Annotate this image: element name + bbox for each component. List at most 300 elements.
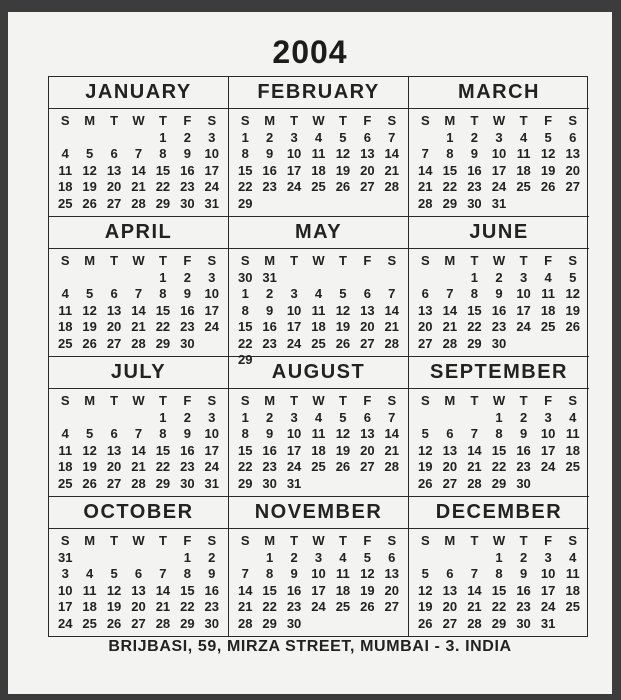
day-number: 20 xyxy=(384,582,400,598)
empty-cell xyxy=(413,550,438,567)
weekday-label: S xyxy=(207,533,217,548)
day-number: 18 xyxy=(57,179,73,194)
month-april xyxy=(49,217,229,357)
day-number: 23 xyxy=(262,335,277,351)
day-number: 26 xyxy=(335,179,351,194)
weekday-label: M xyxy=(444,253,456,268)
day-number: 26 xyxy=(335,459,351,474)
day-number: 29 xyxy=(237,352,253,367)
day-number: 5 xyxy=(569,269,577,285)
weekday-label: W xyxy=(492,393,506,408)
day-number: 28 xyxy=(384,459,400,474)
day-number: 21 xyxy=(467,599,482,614)
weekday-label: S xyxy=(60,393,70,408)
day-number: 9 xyxy=(470,146,479,161)
day-number: 24 xyxy=(204,179,220,194)
day-number: 10 xyxy=(204,146,220,161)
empty-cell xyxy=(438,270,463,287)
day-number: 28 xyxy=(155,615,171,631)
weekday-label: M xyxy=(84,533,96,548)
day-number: 3 xyxy=(495,129,503,145)
day-number: 18 xyxy=(57,459,73,474)
month-july xyxy=(49,357,229,497)
day-number: 2 xyxy=(519,409,528,425)
day-number: 12 xyxy=(82,442,97,458)
day-number: 27 xyxy=(442,475,458,491)
day-number: 29 xyxy=(155,335,171,351)
day-number: 1 xyxy=(241,129,249,145)
day-number: 20 xyxy=(442,459,458,474)
weekday-label: W xyxy=(312,393,325,408)
day-number: 22 xyxy=(491,459,507,474)
empty-cell xyxy=(282,270,306,287)
day-number: 5 xyxy=(86,146,94,161)
day-number: 15 xyxy=(442,162,458,178)
weekday-label: W xyxy=(492,533,506,548)
day-number: 21 xyxy=(237,599,253,614)
day-number: 14 xyxy=(131,162,146,178)
day-number: 4 xyxy=(86,566,94,581)
day-number: 28 xyxy=(384,179,400,194)
day-number: 25 xyxy=(540,319,556,334)
day-number: 11 xyxy=(565,566,580,581)
day-number: 4 xyxy=(339,549,347,565)
day-number: 1 xyxy=(241,286,249,301)
day-number: 12 xyxy=(106,582,122,598)
day-grid xyxy=(409,249,589,352)
day-number: 16 xyxy=(491,302,507,318)
day-number: 24 xyxy=(311,599,326,614)
day-number: 19 xyxy=(418,599,433,614)
empty-cell xyxy=(77,410,101,427)
day-number: 13 xyxy=(384,566,400,581)
day-number: 29 xyxy=(467,335,482,351)
day-number: 8 xyxy=(159,146,167,161)
publisher-address: BRIJBASI, 59, MIRZA STREET, MUMBAI - 3. INDIA xyxy=(108,638,512,655)
day-number: 19 xyxy=(335,319,351,334)
day-number: 21 xyxy=(384,319,400,334)
weekday-label: F xyxy=(183,533,192,548)
day-number: 27 xyxy=(360,335,375,351)
day-number: 25 xyxy=(311,179,326,194)
month-november xyxy=(229,497,409,637)
day-number: 19 xyxy=(106,599,122,614)
weekday-label: T xyxy=(110,253,119,268)
day-number: 4 xyxy=(61,146,69,161)
day-number: 25 xyxy=(335,599,351,614)
day-number: 6 xyxy=(363,409,371,425)
day-number: 28 xyxy=(131,475,146,491)
day-number: 23 xyxy=(180,319,195,334)
weekday-label: S xyxy=(420,393,430,408)
day-number: 31 xyxy=(286,475,302,491)
day-number: 27 xyxy=(360,179,375,194)
day-number: 13 xyxy=(106,302,122,318)
weekday-label: S xyxy=(207,253,217,268)
day-number: 3 xyxy=(208,409,216,425)
day-number: 16 xyxy=(180,162,195,178)
weekday-label: T xyxy=(290,253,299,268)
day-number: 20 xyxy=(106,319,122,334)
month-name: NOVEMBER xyxy=(229,497,408,529)
day-number: 23 xyxy=(286,599,302,614)
day-number: 11 xyxy=(311,146,326,161)
day-number: 28 xyxy=(467,615,482,631)
day-grid xyxy=(49,389,228,492)
day-number: 5 xyxy=(339,129,347,145)
weekday-label: M xyxy=(84,393,96,408)
weekday-label: T xyxy=(290,113,299,128)
weekday-label: M xyxy=(84,113,96,128)
day-number: 15 xyxy=(155,162,171,178)
day-number: 22 xyxy=(237,335,253,351)
empty-cell xyxy=(126,130,150,147)
empty-cell xyxy=(77,270,101,287)
day-number: 1 xyxy=(470,269,479,285)
day-number: 11 xyxy=(311,302,326,318)
day-number: 24 xyxy=(286,335,302,351)
empty-cell xyxy=(102,270,126,287)
day-number: 25 xyxy=(311,335,326,351)
day-number: 25 xyxy=(311,459,326,474)
day-number: 30 xyxy=(491,335,507,351)
weekday-label: F xyxy=(183,113,192,128)
day-number: 10 xyxy=(57,582,73,598)
day-number: 10 xyxy=(516,286,531,301)
day-number: 22 xyxy=(237,179,253,194)
day-number: 10 xyxy=(286,426,302,441)
day-number: 2 xyxy=(208,549,216,565)
day-number: 18 xyxy=(335,582,351,598)
day-number: 10 xyxy=(286,302,302,318)
empty-cell xyxy=(413,130,438,147)
weekday-label: T xyxy=(470,533,479,548)
day-number: 8 xyxy=(241,426,249,441)
day-number: 20 xyxy=(131,599,146,614)
empty-cell xyxy=(151,550,175,567)
day-number: 31 xyxy=(540,615,556,631)
day-number: 31 xyxy=(57,549,73,565)
month-name: FEBRUARY xyxy=(229,77,408,109)
day-grid xyxy=(409,109,589,212)
day-number: 28 xyxy=(131,335,146,351)
day-number: 6 xyxy=(110,426,118,441)
day-number: 30 xyxy=(516,475,531,491)
day-number: 11 xyxy=(336,566,350,581)
day-number: 9 xyxy=(495,286,503,301)
day-number: 18 xyxy=(565,442,580,458)
day-number: 16 xyxy=(467,162,482,178)
day-number: 1 xyxy=(495,409,503,425)
day-number: 1 xyxy=(495,549,503,565)
day-number: 18 xyxy=(57,319,73,334)
day-number: 17 xyxy=(311,582,326,598)
day-number: 26 xyxy=(82,475,97,491)
empty-cell xyxy=(53,270,77,287)
day-number: 24 xyxy=(57,615,73,631)
day-number: 10 xyxy=(540,566,556,581)
empty-cell xyxy=(233,550,257,567)
day-number: 29 xyxy=(155,475,171,491)
day-number: 26 xyxy=(565,319,580,334)
day-number: 25 xyxy=(82,615,97,631)
weekday-label: S xyxy=(240,393,250,408)
empty-cell xyxy=(102,410,126,427)
empty-cell xyxy=(462,550,487,567)
weekday-label: W xyxy=(312,533,325,548)
day-number: 3 xyxy=(290,129,298,145)
day-number: 12 xyxy=(418,582,433,598)
weekday-label: T xyxy=(110,393,119,408)
empty-cell xyxy=(77,130,101,147)
empty-cell xyxy=(126,550,150,567)
day-number: 25 xyxy=(516,179,531,194)
day-number: 8 xyxy=(183,566,191,581)
day-number: 28 xyxy=(237,615,253,631)
weekday-label: T xyxy=(470,393,479,408)
day-number: 9 xyxy=(183,286,191,301)
day-number: 1 xyxy=(241,409,249,425)
day-number: 17 xyxy=(516,302,531,318)
weekday-label: T xyxy=(338,533,347,548)
day-number: 24 xyxy=(286,179,302,194)
empty-cell xyxy=(53,410,77,427)
day-number: 21 xyxy=(131,319,146,334)
day-number: 20 xyxy=(360,162,375,178)
day-number: 26 xyxy=(360,599,375,614)
day-number: 19 xyxy=(82,319,97,334)
day-number: 27 xyxy=(360,459,375,474)
weekday-label: S xyxy=(568,393,578,408)
day-number: 13 xyxy=(418,302,433,318)
day-number: 14 xyxy=(467,442,482,458)
day-number: 19 xyxy=(540,162,556,178)
day-number: 5 xyxy=(421,566,429,581)
weekday-label: T xyxy=(519,393,528,408)
day-number: 10 xyxy=(286,146,302,161)
weekday-label: T xyxy=(519,253,528,268)
day-number: 7 xyxy=(446,286,454,301)
weekday-label: S xyxy=(568,533,578,548)
day-number: 1 xyxy=(183,549,191,565)
day-number: 22 xyxy=(442,179,458,194)
day-number: 27 xyxy=(106,475,122,491)
day-number: 23 xyxy=(516,459,531,474)
day-number: 8 xyxy=(495,566,503,581)
day-number: 31 xyxy=(204,195,220,211)
empty-cell xyxy=(413,270,438,287)
day-number: 8 xyxy=(495,426,503,441)
day-number: 17 xyxy=(540,582,556,598)
day-number: 19 xyxy=(335,162,351,178)
day-number: 28 xyxy=(442,335,458,351)
weekday-label: T xyxy=(110,113,119,128)
day-number: 30 xyxy=(467,195,482,211)
weekday-label: W xyxy=(132,533,145,548)
day-number: 17 xyxy=(204,442,220,458)
day-number: 22 xyxy=(491,599,507,614)
day-number: 4 xyxy=(314,409,323,425)
year-title: 2004 xyxy=(272,34,348,70)
day-number: 13 xyxy=(106,442,122,458)
day-number: 7 xyxy=(388,409,396,425)
day-number: 26 xyxy=(540,179,556,194)
weekday-label: S xyxy=(240,113,250,128)
day-number: 21 xyxy=(131,459,146,474)
day-number: 6 xyxy=(421,286,429,301)
month-january xyxy=(49,77,229,217)
day-number: 13 xyxy=(360,426,375,441)
empty-cell xyxy=(126,270,150,287)
day-number: 25 xyxy=(565,599,580,614)
day-number: 24 xyxy=(491,179,507,194)
day-number: 8 xyxy=(266,566,274,581)
day-number: 28 xyxy=(418,195,433,211)
day-number: 2 xyxy=(470,129,479,145)
day-number: 11 xyxy=(58,162,73,178)
day-number: 11 xyxy=(58,302,73,318)
month-name: OCTOBER xyxy=(49,497,228,529)
day-number: 15 xyxy=(155,442,171,458)
day-number: 26 xyxy=(335,335,351,351)
day-number: 23 xyxy=(262,459,277,474)
empty-cell xyxy=(438,410,463,427)
day-number: 1 xyxy=(159,129,167,145)
day-number: 11 xyxy=(565,426,580,441)
day-grid xyxy=(229,249,408,369)
weekday-label: T xyxy=(158,533,167,548)
day-number: 20 xyxy=(360,319,375,334)
day-number: 1 xyxy=(446,129,454,145)
day-number: 16 xyxy=(262,319,277,334)
day-number: 6 xyxy=(446,566,454,581)
day-number: 9 xyxy=(290,566,298,581)
day-grid xyxy=(409,529,589,632)
day-number: 2 xyxy=(495,269,503,285)
day-number: 14 xyxy=(418,162,433,178)
day-number: 20 xyxy=(418,319,433,334)
day-number: 3 xyxy=(61,566,69,581)
day-number: 29 xyxy=(262,615,277,631)
day-number: 28 xyxy=(467,475,482,491)
month-name: APRIL xyxy=(49,217,228,249)
day-number: 7 xyxy=(159,566,167,581)
day-number: 24 xyxy=(286,459,302,474)
calendar-card xyxy=(8,12,612,694)
day-number: 31 xyxy=(262,269,277,285)
day-number: 11 xyxy=(541,286,555,301)
empty-cell xyxy=(355,270,379,287)
day-number: 1 xyxy=(266,549,274,565)
weekday-label: W xyxy=(492,113,506,128)
day-number: 26 xyxy=(418,615,433,631)
day-number: 26 xyxy=(418,475,433,491)
day-number: 17 xyxy=(57,599,73,614)
day-number: 19 xyxy=(565,302,580,318)
day-number: 3 xyxy=(290,409,298,425)
empty-cell xyxy=(413,410,438,427)
day-number: 4 xyxy=(569,549,577,565)
weekday-label: F xyxy=(544,253,553,268)
day-number: 9 xyxy=(266,426,274,441)
empty-cell xyxy=(306,270,330,287)
day-number: 19 xyxy=(335,442,351,458)
day-number: 27 xyxy=(565,179,580,194)
day-number: 7 xyxy=(388,129,396,145)
day-number: 22 xyxy=(155,459,171,474)
day-number: 15 xyxy=(155,302,171,318)
weekday-label: M xyxy=(264,113,276,128)
weekday-label: W xyxy=(492,253,506,268)
day-number: 19 xyxy=(82,459,97,474)
month-name: MAY xyxy=(229,217,408,249)
day-number: 21 xyxy=(155,599,171,614)
day-number: 2 xyxy=(519,549,528,565)
day-number: 12 xyxy=(335,426,351,441)
day-number: 31 xyxy=(491,195,507,211)
day-number: 7 xyxy=(388,286,396,301)
day-number: 6 xyxy=(569,129,577,145)
day-number: 7 xyxy=(470,566,479,581)
day-number: 19 xyxy=(82,179,97,194)
day-number: 13 xyxy=(442,442,458,458)
weekday-label: S xyxy=(420,113,430,128)
empty-cell xyxy=(438,550,463,567)
day-number: 3 xyxy=(208,129,216,145)
day-number: 4 xyxy=(61,426,69,441)
weekday-label: T xyxy=(519,113,528,128)
weekday-label: F xyxy=(363,533,372,548)
weekday-label: T xyxy=(338,393,347,408)
day-number: 12 xyxy=(82,302,97,318)
weekday-label: M xyxy=(84,253,96,268)
weekday-label: S xyxy=(207,113,217,128)
day-number: 18 xyxy=(82,599,97,614)
day-number: 24 xyxy=(516,319,531,334)
weekday-label: W xyxy=(312,253,325,268)
weekday-label: F xyxy=(544,393,553,408)
day-number: 22 xyxy=(467,319,482,334)
weekday-label: S xyxy=(387,533,397,548)
day-number: 17 xyxy=(286,319,302,334)
day-number: 9 xyxy=(519,566,528,581)
day-number: 30 xyxy=(180,195,195,211)
month-june xyxy=(409,217,589,357)
day-number: 4 xyxy=(519,129,528,145)
day-number: 25 xyxy=(565,459,580,474)
day-number: 30 xyxy=(516,615,531,631)
day-number: 21 xyxy=(384,442,400,458)
day-number: 21 xyxy=(131,179,146,194)
month-may xyxy=(229,217,409,367)
day-number: 2 xyxy=(266,129,274,145)
day-number: 25 xyxy=(57,475,73,491)
day-number: 29 xyxy=(491,475,507,491)
day-number: 23 xyxy=(180,459,195,474)
weekday-label: S xyxy=(568,113,578,128)
day-grid xyxy=(229,389,408,492)
day-number: 18 xyxy=(311,162,326,178)
empty-cell xyxy=(126,410,150,427)
day-number: 5 xyxy=(110,566,118,581)
day-number: 9 xyxy=(208,566,216,581)
day-number: 8 xyxy=(241,302,249,318)
day-number: 17 xyxy=(286,442,302,458)
month-name: JULY xyxy=(49,357,228,389)
day-number: 30 xyxy=(237,269,253,285)
day-number: 3 xyxy=(208,269,216,285)
day-number: 27 xyxy=(131,615,146,631)
